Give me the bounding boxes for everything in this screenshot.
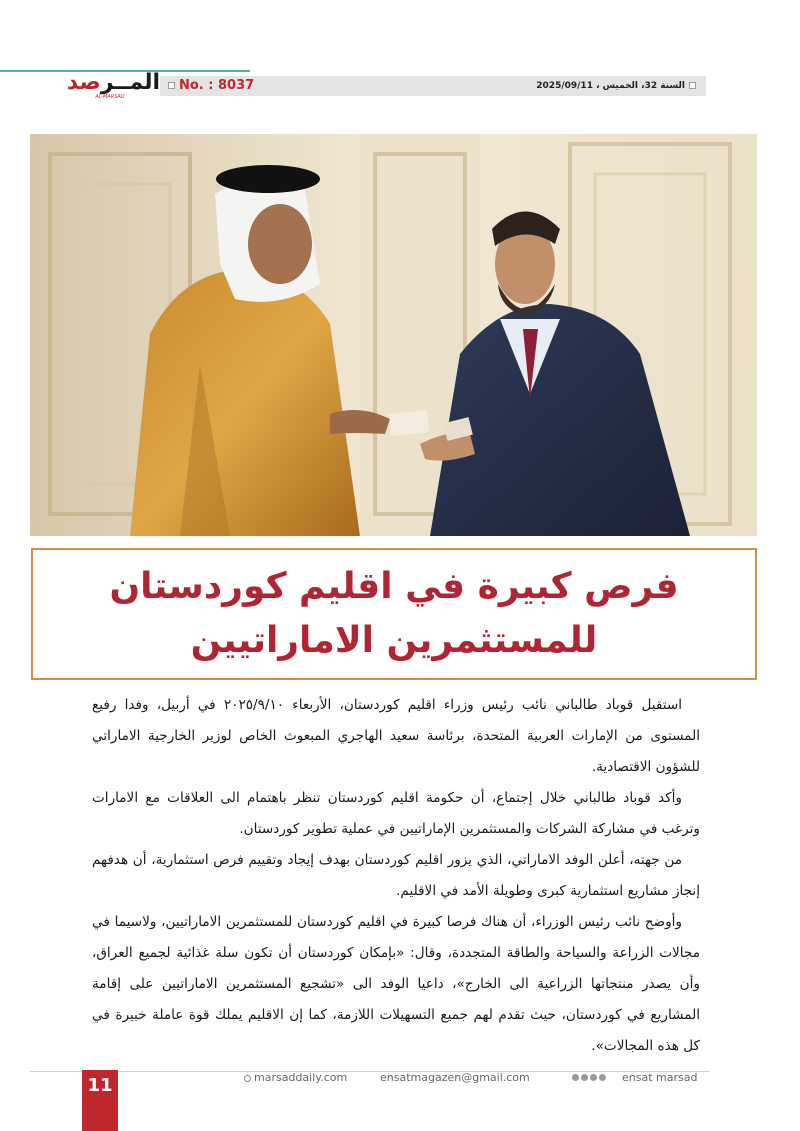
headline-frame: [31, 548, 757, 680]
article-body: [92, 690, 700, 1062]
photo-illustration: [30, 134, 757, 536]
article-paragraph: من جهته، أعلن الوفد الاماراتي، الذي يزور اقليم كوردستان بهدف إيجاد وتقييم فرص استثمارية، أن هدفهم إنجاز مشاريع استثمارية كبرى وطويلة الأمد في الاقليم.: [92, 852, 700, 899]
instagram-icon[interactable]: [590, 1074, 597, 1081]
article-paragraph: وأكد قوباد طالباني خلال إجتماع، أن حكومة اقليم كوردستان تنظر باهتمام الى العلاقات مع الامارات وترغب في مشاركة الشركات والمستثمرين الإماراتيين في عملية تطوير كوردستان.: [92, 790, 700, 837]
logo-subtitle: AL-MARSAD: [95, 94, 125, 100]
article-paragraph: استقبل قوباد طالباني نائب رئيس وزراء اقليم كوردستان، الأربعاء ٢٠٢٥/٩/١٠ في أربيل، وفدا رفيع المستوى من الإمارات العربية المتحدة، برئاسة سعيد الهاجري المبعوث الخاص لوزير الخارجية الاماراتي للشؤون الاقتصادية.: [92, 697, 700, 775]
facebook-icon[interactable]: [572, 1074, 579, 1081]
page-number: 11: [82, 1070, 118, 1131]
twitter-icon[interactable]: [581, 1074, 588, 1081]
dateline-text: السنة 32، الخميس ، 2025/09/11: [536, 81, 685, 91]
dateline: [400, 76, 700, 96]
headline-line-1: فرص كبيرة في اقليم كوردستان: [109, 566, 679, 607]
footer-brand: ensat marsad: [622, 1071, 698, 1084]
issue-number: [164, 76, 254, 96]
globe-icon: [244, 1075, 251, 1082]
square-bullet-icon: [168, 82, 175, 89]
masthead-logo: [66, 70, 160, 102]
footer-email[interactable]: ensatmagazen@gmail.com: [380, 1071, 530, 1084]
article-photo: [30, 134, 757, 536]
square-bullet-icon: [689, 82, 696, 89]
issue-number-label: No. : 8037: [179, 78, 255, 93]
headline-line-2: للمستثمرين الاماراتيين: [190, 620, 598, 661]
website-text[interactable]: marsaddaily.com: [254, 1071, 348, 1084]
footer-rule: [30, 1071, 710, 1072]
logo-wordmark: المــرصد: [66, 70, 160, 95]
youtube-icon[interactable]: [599, 1074, 606, 1081]
article-paragraph: وأوضح نائب رئيس الوزراء، أن هناك فرصا كبيرة في اقليم كوردستان للمستثمرين الاماراتيين، ولاسيما في مجالات الزراعة والسياحة والطاقة المتجددة، وقال: «بإمكان كوردستان أن تكون سلة غذائية لجميع العراق، وأن يصدر منتجاتها الزراعية الى الخارج»، داعيا الوفد الى «تشجيع المستثمرين الاماراتيين على إقامة المشاريع في كوردستان، حيث تقدم لهم جميع التسهيلات اللازمة، كما إن الاقليم يملك قوة عاملة خبيرة في كل هذه المجالات».: [92, 914, 700, 1054]
footer-website[interactable]: [244, 1071, 347, 1084]
social-icons: [572, 1074, 606, 1081]
